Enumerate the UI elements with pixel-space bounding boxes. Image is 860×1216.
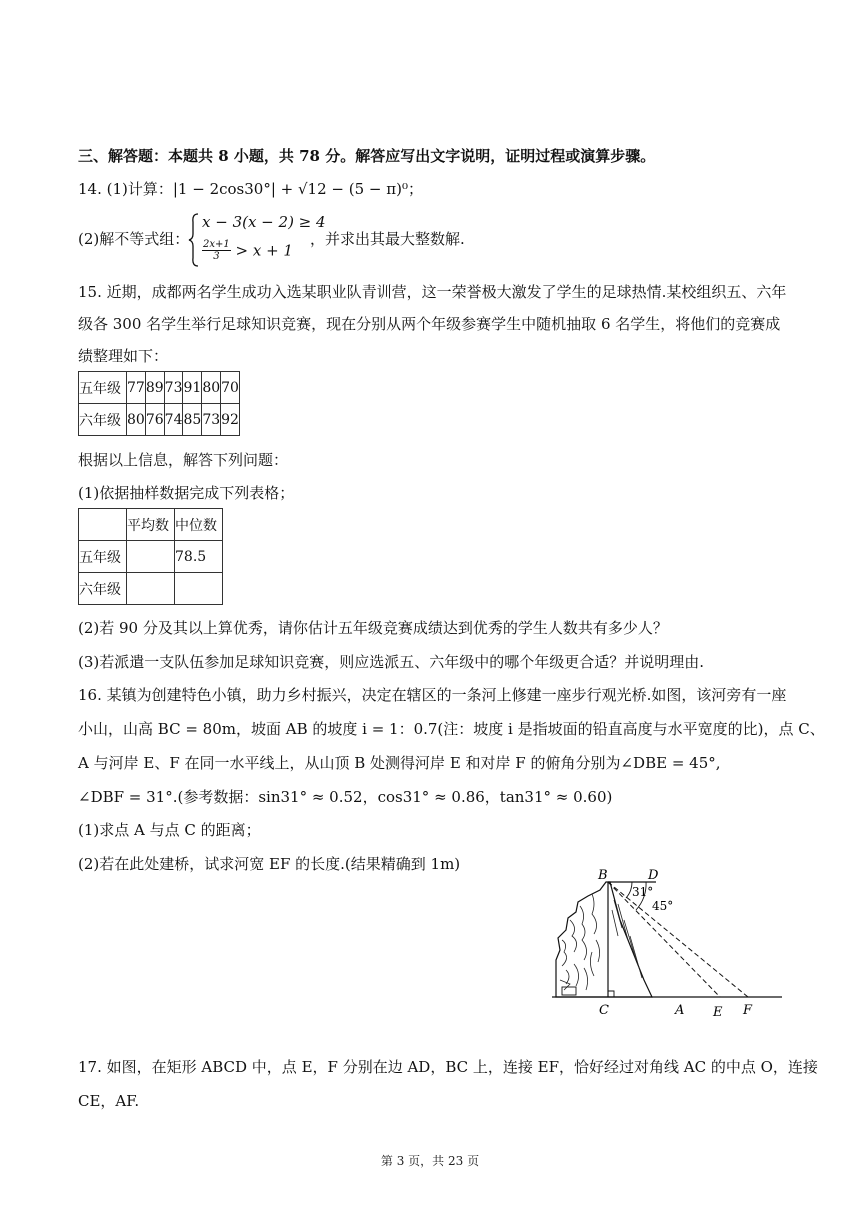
- q15-part1: (1)依据抽样数据完成下列表格；: [78, 484, 295, 502]
- grade-cell: 六年级: [79, 573, 127, 605]
- angle-31-label: 31°: [632, 885, 654, 899]
- table-row: [79, 404, 240, 436]
- header-cell: 中位数: [175, 509, 223, 541]
- mean-cell: [127, 541, 175, 573]
- q15-line1: 15. 近期，成都两名学生成功入选某职业队青训营，这一荣誉极大激发了学生的足球热情.某校组织五、六年: [78, 283, 787, 301]
- score-cell: 80: [127, 404, 146, 436]
- q14-part2-prefix: (2)解不等式组：: [78, 230, 190, 248]
- mean-cell: [127, 573, 175, 605]
- score-cell: 91: [183, 372, 202, 404]
- header-cell: [79, 509, 127, 541]
- table-row: [79, 509, 223, 541]
- grade-cell: 五年级: [79, 541, 127, 573]
- median-cell: [175, 573, 223, 605]
- header-cell: 平均数: [127, 509, 175, 541]
- mountain-shape: [556, 882, 652, 997]
- score-cell: 77: [127, 372, 146, 404]
- table-row: [79, 541, 223, 573]
- score-cell: 70: [221, 372, 240, 404]
- q15-line3: 绩整理如下：: [78, 347, 169, 365]
- q16-line1: 16. 某镇为创建特色小镇，助力乡村振兴，决定在辖区的一条河上修建一座步行观光桥.如图，该河旁有一座: [78, 686, 787, 704]
- inequality-1: x − 3(x − 2) ≥ 4: [202, 213, 326, 231]
- angle-45-label: 45°: [652, 899, 674, 913]
- q16-line4: ∠DBF = 31°.(参考数据：sin31° ≈ 0.52，cos31° ≈ 0.86，tan31° ≈ 0.60): [78, 788, 613, 806]
- q15-intro: 根据以上信息，解答下列问题：: [78, 451, 289, 469]
- label-e: E: [713, 1005, 723, 1020]
- q16-part1: (1)求点 A 与点 C 的距离；: [78, 821, 261, 839]
- label-d: D: [648, 868, 659, 883]
- scores-table: [78, 371, 240, 436]
- mountain-figure: [548, 868, 784, 1020]
- grade-cell: 六年级: [79, 404, 127, 436]
- q17-line1: 17. 如图，在矩形 ABCD 中，点 E，F 分别在边 AD，BC 上，连接 EF，恰好经过对角线 AC 的中点 O，连接: [78, 1058, 818, 1076]
- table-row: [79, 372, 240, 404]
- fraction-numerator: 2x+1: [203, 239, 230, 250]
- score-cell: 85: [183, 404, 202, 436]
- label-a: A: [675, 1003, 685, 1018]
- left-brace-icon: [188, 212, 200, 268]
- fraction-denominator: 3: [213, 251, 220, 262]
- score-cell: 92: [221, 404, 240, 436]
- label-c: C: [599, 1003, 609, 1018]
- table-row: [79, 573, 223, 605]
- median-cell: 78.5: [175, 541, 223, 573]
- score-cell: 80: [202, 372, 221, 404]
- label-f: F: [743, 1003, 753, 1018]
- score-cell: 89: [145, 372, 164, 404]
- q17-line2: CE，AF.: [78, 1092, 140, 1110]
- q16-part2: (2)若在此处建桥，试求河宽 EF 的长度.(结果精确到 1m): [78, 855, 461, 873]
- q15-line2: 级各 300 名学生举行足球知识竞赛，现在分别从两个年级参赛学生中随机抽取 6 名学生，将他们的竞赛成: [78, 315, 781, 333]
- q16-line2: 小山，山高 BC = 80m，坡面 AB 的坡度 i = 1：0.7(注：坡度 i 是指坡面的铅直高度与水平宽度的比)，点 C、: [78, 720, 825, 738]
- inequality-2: [202, 239, 293, 262]
- inequality-2-rest: > x + 1: [235, 241, 293, 260]
- score-cell: 73: [164, 372, 183, 404]
- page-footer: 第 3 页，共 23 页: [380, 1154, 480, 1168]
- score-cell: 73: [202, 404, 221, 436]
- grade-cell: 五年级: [79, 372, 127, 404]
- q14-part1: 14. (1)计算：|1 − 2cos30°| + √12 − (5 − π)⁰；: [78, 180, 423, 198]
- q16-line3: A 与河岸 E、F 在同一水平线上，从山顶 B 处测得河岸 E 和对岸 F 的俯角分别为∠DBE = 45°,: [78, 754, 721, 772]
- label-b: B: [598, 868, 608, 883]
- stats-table: [78, 508, 223, 605]
- q14-part2-suffix: ，并求出其最大整数解.: [310, 230, 465, 248]
- q15-part3: (3)若派遣一支队伍参加足球知识竞赛，则应选派五、六年级中的哪个年级更合适？并说明理由.: [78, 653, 705, 671]
- score-cell: 74: [164, 404, 183, 436]
- score-cell: 76: [145, 404, 164, 436]
- section-header: 三、解答题：本题共 8 小题，共 78 分。解答应写出文字说明，证明过程或演算步骤。: [78, 147, 656, 165]
- q15-part2: (2)若 90 分及其以上算优秀，请你估计五年级竞赛成绩达到优秀的学生人数共有多少人？: [78, 619, 668, 637]
